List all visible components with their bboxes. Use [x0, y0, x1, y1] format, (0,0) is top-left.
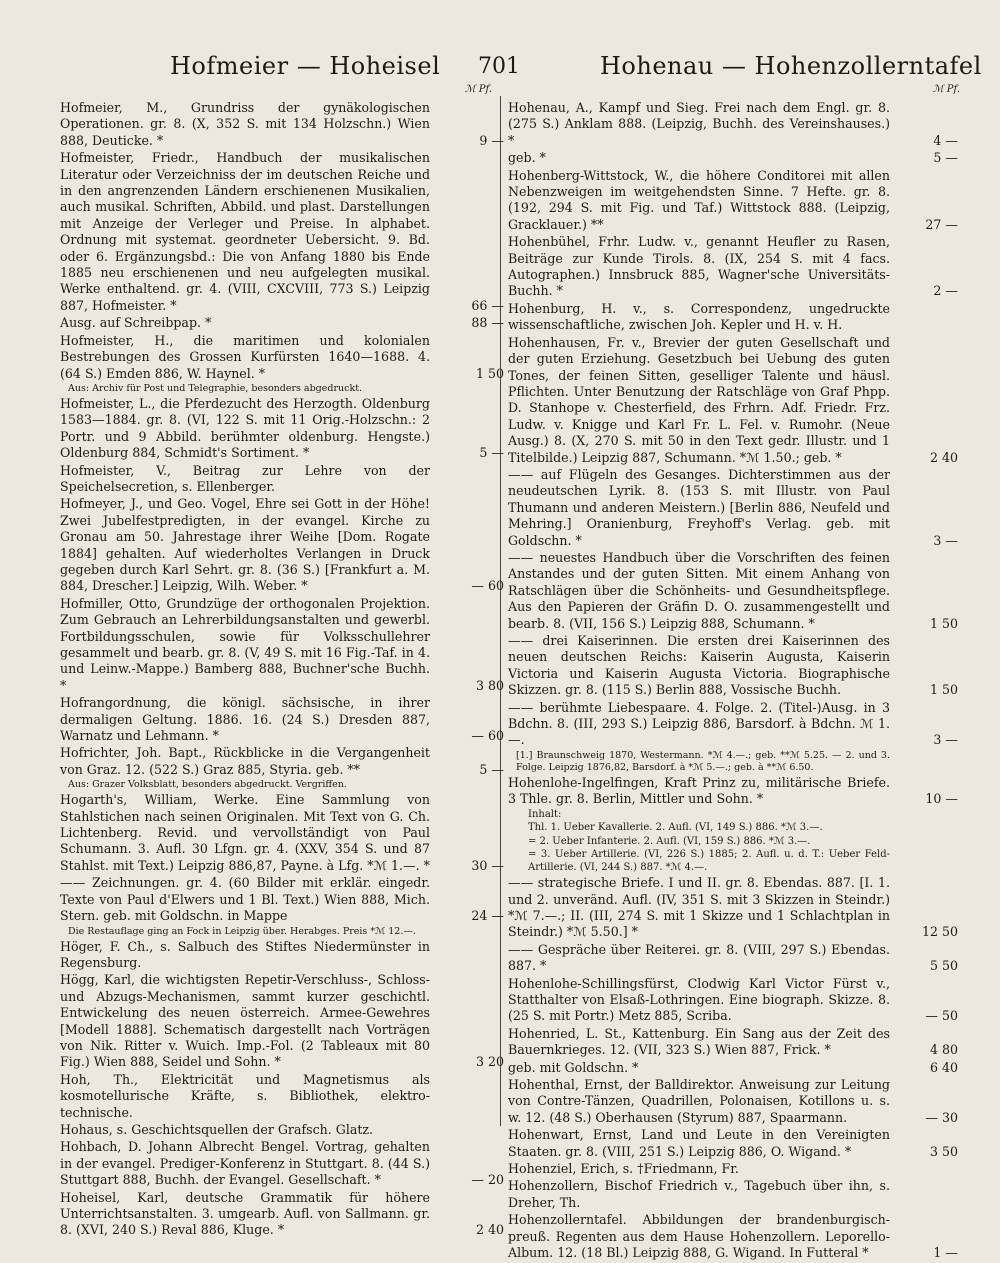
entry-text: Hohenzollern, Bischof Friedrich v., Tagebuch über ihn, s. Dreher, Th.	[508, 1178, 890, 1210]
entry-text: —— Zeichnungen. gr. 4. (60 Bilder mit erklär. eingedr. Texte von Paul d'Elwers und 1 Bl. Text.) Wien 888, Mich. Stern. geb. mit Goldschn. in Mappe	[60, 875, 430, 924]
catalog-entry	[508, 1212, 958, 1261]
entry-price: 5 —	[479, 445, 504, 461]
entry-price: 5 50	[929, 958, 958, 974]
entry-text: Hohenlohe-Schillingsfürst, Clodwig Karl Victor Fürst v., Statthalter von Elsaß-Lothringen. Eine biograph. Skizze. 8. (25 S. mit Portr.) Metz 885, Scriba.	[508, 975, 890, 1024]
catalog-entry	[508, 1059, 958, 1076]
entry-price: 27 —	[925, 216, 958, 232]
entry-price: 1 50	[929, 682, 958, 698]
entry-text: Hohenau, A., Kampf und Sieg. Frei nach dem Engl. gr. 8. (275 S.) Anklam 888. (Leipzig, Buchh. des Vereinshauses.) *	[508, 100, 890, 148]
entry-text: Hohenziel, Erich, s. †Friedmann, Fr.	[508, 1161, 739, 1177]
right-column	[508, 80, 960, 1263]
entry-price: 66 —	[471, 297, 504, 313]
entry-price: 3 50	[929, 1143, 958, 1159]
entry-text: geb. *	[508, 150, 546, 166]
entry-note	[60, 926, 478, 938]
entry-price: — 60	[471, 728, 504, 744]
entry-text: Inhalt:	[528, 808, 562, 820]
catalog-entry	[508, 875, 958, 941]
entry-subitem	[508, 836, 954, 849]
entry-text: Höger, F. Ch., s. Salbuch des Stiftes Niedermünster in Regensburg.	[60, 938, 430, 970]
entry-price: 9 —	[479, 132, 504, 148]
catalog-entry	[508, 234, 958, 300]
catalog-entry	[60, 496, 504, 594]
catalog-entry	[508, 167, 958, 234]
entry-text: Hofrichter, Joh. Bapt., Rückblicke in die Vergangenheit von Graz. 12. (522 S.) Graz 885, Styria. geb. **	[60, 745, 430, 777]
entry-text: Hohenlohe-Ingelfingen, Kraft Prinz zu, militärische Briefe. 3 Thle. gr. 8. Berlin, Mittler und Sohn. *	[508, 774, 890, 807]
catalog-entry	[60, 395, 504, 462]
catalog-entry	[508, 466, 958, 549]
catalog-entry	[60, 1189, 504, 1239]
entry-text: Hofmeister, L., die Pferdezucht des Herzogth. Oldenburg 1583—1884. gr. 8. (VI, 122 S. mit 11 Orig.-Holzschn.: 2 Portr. und 9 Abbild. berühmter oldenburg. Hengste.) Oldenburg 884, Schmidt's Sortiment. *	[60, 395, 430, 461]
entry-text: Hofmeister, Friedr., Handbuch der musikalischen Literatur oder Verzeichniss der im deutschen Reiche und in den angrenzenden Ländern erschienenen Musikalien, auch musikal. Schriften, Abbild. und plast. Darstellungen mit Anzeige der Verleger und Preise. In alphabet. Ordnung mit systemat. geordneter Uebersicht. 9. Bd. oder 6. Ergänzungsbd.: Die von Anfang 1880 bis Ende 1885 neu erschienenen und neu aufgelegten musikal. Werke enthaltend. gr. 4. (VIII, CXCVIII, 773 S.) Leipzig 887, Hofmeister. *	[60, 150, 430, 313]
entry-price: — 20	[471, 1172, 504, 1188]
catalog-entry	[508, 1025, 958, 1059]
entry-text: Hohenwart, Ernst, Land und Leute in den Vereinigten Staaten. gr. 8. (VIII, 251 S.) Leipzig 886, O. Wigand. *	[508, 1127, 890, 1159]
header-left: Hofmeier — Hoheisel	[170, 52, 441, 80]
entry-price: 4 80	[929, 1042, 958, 1058]
entry-price: 1 —	[933, 1245, 958, 1261]
entry-price: 3 20	[475, 1054, 504, 1070]
entry-price: 30 —	[471, 857, 504, 873]
entry-text: [1.] Braunschweig 1870, Westermann. *ℳ 4.—.; geb. **ℳ 5.25. — 2. und 3. Folge. Leipzig 1876,82, Barsdorf. à *ℳ 5.—.; geb. à **ℳ 6.50.	[516, 749, 890, 773]
catalog-entry	[60, 595, 504, 694]
column-divider	[500, 96, 501, 1126]
money-header: ℳ Pf.	[464, 84, 492, 95]
entry-text: geb. mit Goldschn. *	[508, 1059, 639, 1075]
entry-text: Hofmeier, M., Grundriss der gynäkologischen Operationen. gr. 8. (X, 352 S. mit 134 Holzschn.) Wien 888, Deuticke. *	[60, 100, 430, 148]
entry-price: 3 80	[475, 677, 504, 693]
entry-price: 5 —	[479, 761, 504, 777]
entry-text: —— berühmte Liebespaare. 4. Folge. 2. (Titel-)Ausg. in 3 Bdchn. 8. (III, 293 S.) Leipzig 886, Barsdorf. à Bdchn. ℳ 1.—.	[508, 699, 890, 748]
entry-price: 5 —	[933, 150, 958, 166]
catalog-entry	[508, 301, 954, 334]
entry-text: Aus: Archiv für Post und Telegraphie, besonders abgedruckt.	[68, 382, 363, 394]
entry-text: —— strategische Briefe. I und II. gr. 8. Ebendas. 887. [I. 1. und 2. unveränd. Aufl. (IV, 351 S. mit 3 Skizzen in Steindr.) *ℳ 7.—.; II. (III, 274 S. mit 1 Skizze und 1 Schlachtplan in Steindr.) *ℳ 5.50.] *	[508, 875, 890, 940]
entry-price: 4 —	[933, 132, 958, 148]
entry-text: Hofmeyer, J., und Geo. Vogel, Ehre sei Gott in der Höhe! Zwei Jubelfestpredigten, in der evangel. Kirche zu Gronau am 50. Jahrestage ihrer Weihe [Dom. Rogate 1884] gehalten. Auf wiederholtes Verlangen in Druck gegeben durch Karl Sehrt. gr. 8. (36 S.) [Frankfurt a. M. 884, Drescher.] Leipzig, Wilh. Weber. *	[60, 496, 430, 594]
catalog-entry	[60, 315, 504, 331]
entry-note	[508, 750, 954, 774]
header-right: Hohenau — Hohenzollerntafel	[600, 52, 982, 80]
catalog-entry	[508, 334, 958, 466]
entry-text: Hohenried, L. St., Kattenburg. Ein Sang aus der Zeit des Bauernkrieges. 12. (VII, 323 S.) Wien 887, Frick. *	[508, 1025, 890, 1058]
entry-price: 2 40	[929, 449, 958, 465]
entry-text: Hohenberg-Wittstock, W., die höhere Conditorei mit allen Nebenzweigen im weitgehendsten Sinne. 7 Hefte. gr. 8. (192, 294 S. mit Fig. und Taf.) Wittstock 888. (Leipzig, Gracklauer.) **	[508, 167, 890, 232]
catalog-entry	[60, 150, 504, 314]
entry-text: Ausg. auf Schreibpap. *	[60, 315, 212, 331]
entry-text: —— neuestes Handbuch über die Vorschriften des feinen Anstandes und der guten Sitten. Mit einem Anhang von Ratschlägen über die Schönheits- und Gesundheitspflege. Aus den Papieren der Gräfin D. O. zusammengestellt und bearb. 8. (VII, 156 S.) Leipzig 888, Schumann. *	[508, 549, 890, 631]
catalog-entry	[60, 1072, 478, 1121]
entry-price: 12 50	[921, 924, 958, 940]
entry-price: 2 —	[933, 283, 958, 299]
entry-text: Hoheisel, Karl, deutsche Grammatik für höhere Unterrichtsanstalten. 3. umgearb. Aufl. von Sallmann. gr. 8. (XVI, 240 S.) Reval 886, Kluge. *	[60, 1189, 430, 1238]
catalog-entry	[508, 1127, 958, 1160]
entry-price: — 30	[925, 1109, 958, 1125]
entry-price: 88 —	[471, 315, 504, 331]
catalog-entry	[508, 941, 958, 975]
entry-note	[60, 779, 478, 791]
catalog-entry	[60, 463, 478, 496]
catalog-entry	[60, 695, 504, 744]
entry-price: — 60	[471, 578, 504, 594]
entry-text: Hohaus, s. Geschichtsquellen der Grafsch. Glatz.	[60, 1121, 374, 1137]
entry-text: = 3. Ueber Artillerie. (VI, 226 S.) 1885; 2. Aufl. u. d. T.: Ueber Feld-Artillerie. (VI, 244 S.) 887. *ℳ 4.—.	[528, 849, 890, 873]
entry-text: Hohenthal, Ernst, der Balldirektor. Anweisung zur Leitung von Contre-Tänzen, Quadrillen, Polonaisen, Kotillons u. s. w. 12. (48 S.) Oberhausen (Styrum) 887, Spaarmann.	[508, 1077, 890, 1125]
entry-text: —— drei Kaiserinnen. Die ersten drei Kaiserinnen des neuen deutschen Reichs: Kaiserin Augusta, Kaiserin Victoria und Kaiserin Augusta Victoria. Biographische Skizzen. gr. 8. (115 S.) Berlin 888, Vossische Buchh.	[508, 633, 890, 698]
entry-text: —— auf Flügeln des Gesanges. Dichterstimmen aus der neudeutschen Lyrik. 8. (153 S. mit Illustr. von Paul Thumann und anderen Meistern.) [Berlin 886, Neufeld und Mehring.] Oranienburg, Freyhoff's Verlag. geb. mit Goldschn. *	[508, 466, 890, 548]
entry-text: Högg, Karl, die wichtigsten Repetir-Verschluss-, Schloss- und Abzugs-Mechanismen, sammt kurzer geschichtl. Entwickelung des neuen österreich. Armee-Gewehres [Modell 1888]. Schematisch dargestellt nach Vorträgen von Nik. Ritter v. Wuich. Imp.-Fol. (2 Tableaux mit 80 Fig.) Wien 888, Seidel und Sohn. *	[60, 972, 430, 1070]
entry-text: Aus: Grazer Volksblatt, besonders abgedruckt. Vergriffen.	[68, 779, 347, 791]
catalog-entry	[508, 100, 958, 149]
entry-subitem	[508, 849, 954, 874]
entry-price: 3 —	[933, 532, 958, 548]
entry-text: Hofmeister, V., Beitrag zur Lehre von der Speichelsecretion, s. Ellenberger.	[60, 462, 430, 494]
entry-text: Hohenhausen, Fr. v., Brevier der guten Gesellschaft und der guten Erziehung. Gesetzbuch bei Uebung des guten Tones, der feinen Sitten, geselliger Talente und häusl. Pflichten. Unter Benutzung der Ratschläge von Graf Phpp. D. Stanhope v. Chesterfield, des Frhrn. Adf. Friedr. Frz. Ludw. v. Knigge und Karl Fr. L. Fel. v. Rumohr. (Neue Ausg.) 8. (X, 270 S. mit 50 in den Text gedr. Illustr. und 1 Titelbilde.) Leipzig 887, Schumann. *ℳ 1.50.; geb. *	[508, 334, 890, 465]
entry-price: 1 50	[929, 615, 958, 631]
entry-text: Hofmeister, H., die maritimen und kolonialen Bestrebungen des Grossen Kurfürsten 1640—1688. 4. (64 S.) Emden 886, W. Haynel. *	[60, 332, 430, 381]
catalog-entry	[60, 1122, 478, 1138]
entry-price: 2 40	[475, 1222, 504, 1238]
catalog-entry	[508, 774, 958, 808]
entry-text: Die Restauflage ging an Fock in Leipzig über. Herabges. Preis *ℳ 12.—.	[68, 925, 416, 937]
money-header: ℳ Pf.	[932, 84, 960, 95]
entry-text: Hofrangordnung, die königl. sächsische, in ihrer dermaligen Geltung. 1886. 16. (24 S.) Dresden 887, Warnatz und Lehmann. *	[60, 695, 430, 744]
entry-note	[60, 383, 478, 395]
page-number: 701	[478, 54, 520, 79]
entry-text: Hohenzollerntafel. Abbildungen der brandenburgisch-preuß. Regenten aus dem Hause Hohenzollern. Leporello-Album. 12. (18 Bl.) Leipzig 888, G. Wigand. In Futteral *	[508, 1212, 890, 1261]
catalog-entry	[508, 1161, 954, 1177]
entry-price: — 50	[925, 1008, 958, 1024]
entry-text: Hofmiller, Otto, Grundzüge der orthogonalen Projektion. Zum Gebrauch an Lehrerbildungsanstalten und gewerbl. Fortbildungsschulen, sowie für Volksschullehrer gesammelt und bearb. gr. 8. (V, 49 S. mit 16 Fig.-Taf. in 4. und Leinw.-Mappe.) Bamberg 888, Buchner'sche Buchh. *	[60, 595, 430, 693]
entry-text: Hoh, Th., Elektricität und Magnetismus als kosmotellurische Kräfte, s. Bibliothek, elektro-technische.	[60, 1071, 430, 1120]
entry-price: 10 —	[925, 791, 958, 807]
left-column	[60, 80, 504, 1240]
entry-text: = 2. Ueber Infanterie. 2. Aufl. (VI, 159 S.) 886. *ℳ 3.—.	[528, 835, 811, 847]
entry-price: 6 40	[929, 1059, 958, 1075]
catalog-entry	[508, 1077, 958, 1126]
catalog-entry	[60, 1139, 504, 1188]
entry-price: 3 —	[933, 732, 958, 748]
catalog-entry	[60, 939, 478, 972]
entry-subitem	[508, 809, 954, 822]
catalog-entry	[508, 633, 958, 699]
entry-price: 1 50	[475, 365, 504, 381]
entry-text: —— Gespräche über Reiterei. gr. 8. (VIII, 297 S.) Ebendas. 887. *	[508, 941, 890, 974]
catalog-entry	[508, 699, 958, 749]
catalog-entry	[60, 792, 504, 874]
catalog-entry	[508, 549, 958, 632]
catalog-entry	[60, 972, 504, 1070]
entry-text: Hohenburg, H. v., s. Correspondenz, ungedruckte wissenschaftliche, zwischen Joh. Kepler und H. v. H.	[508, 300, 890, 333]
catalog-entry	[508, 150, 958, 166]
catalog-entry	[60, 332, 504, 382]
entry-text: Hohbach, D. Johann Albrecht Bengel. Vortrag, gehalten in der evangel. Prediger-Konferenz in Stuttgart. 8. (44 S.) Stuttgart 888, Buchh. der Evangel. Gesellschaft. *	[60, 1139, 430, 1188]
entry-text: Hohenbühel, Frhr. Ludw. v., genannt Heufler zu Rasen, Beiträge zur Kunde Tirols. 8. (IX, 254 S. mit 4 facs. Autographen.) Innsbruck 885, Wagner'sche Universitäts-Buchh. *	[508, 234, 890, 299]
catalog-entry	[60, 100, 504, 149]
entry-price: 24 —	[471, 908, 504, 924]
catalog-entry	[60, 875, 504, 924]
entry-subitem	[508, 822, 954, 835]
catalog-entry	[60, 745, 504, 778]
catalog-entry	[508, 975, 958, 1025]
entry-text: Hogarth's, William, Werke. Eine Sammlung von Stahlstichen nach seinen Originalen. Mit Text von G. Ch. Lichtenberg. Revid. und vervollständigt von Paul Schumann. 3. Aufl. 30 Lfgn. gr. 4. (XXV, 354 S. und 87 Stahlst. mit Text.) Leipzig 886,87, Payne. à Lfg. *ℳ 1.—. *	[60, 792, 430, 873]
entry-text: Thl. 1. Ueber Kavallerie. 2. Aufl. (VI, 149 S.) 886. *ℳ 3.—.	[528, 822, 823, 834]
